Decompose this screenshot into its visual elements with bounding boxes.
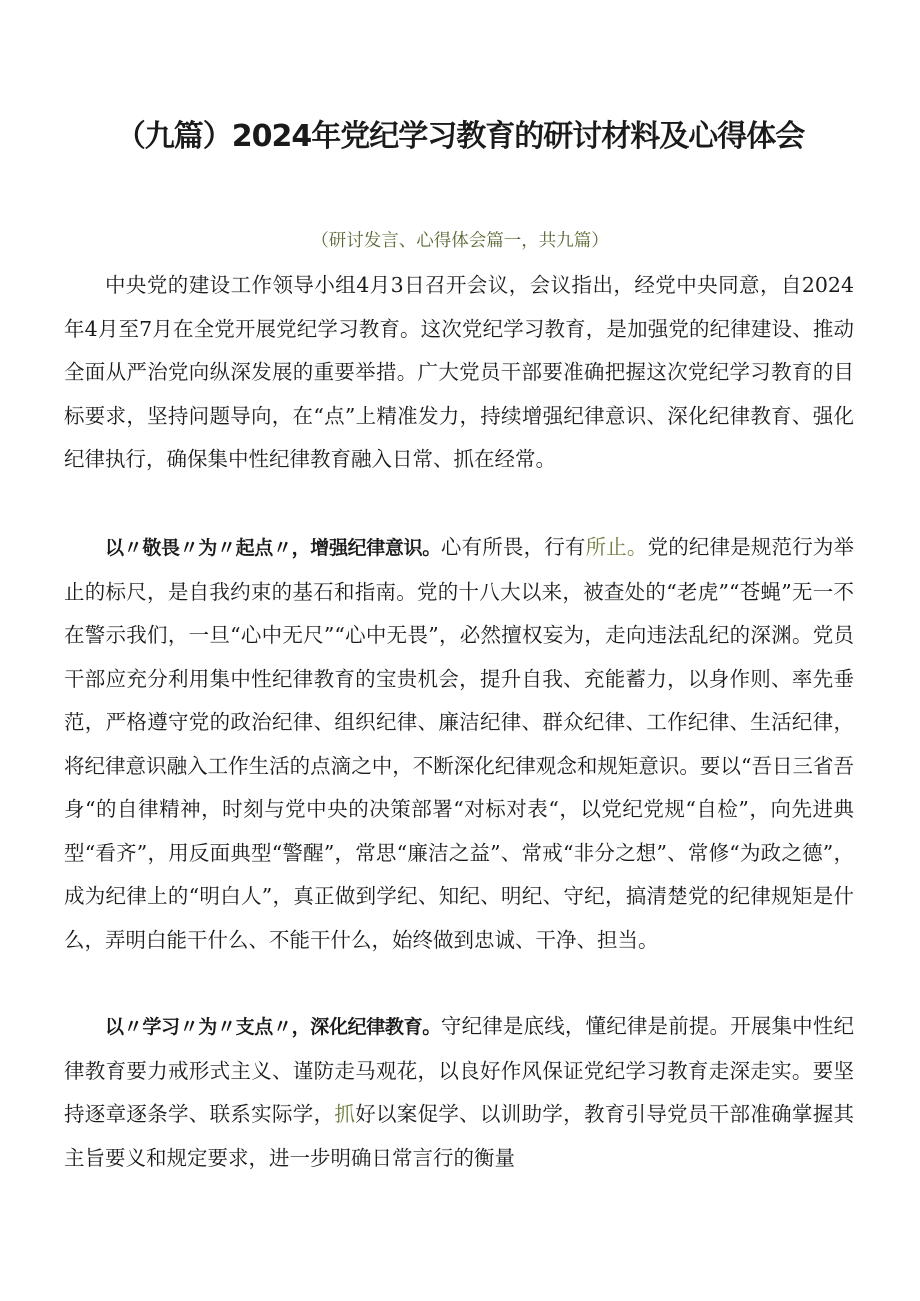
document-title: （九篇）2024年党纪学习教育的研讨材料及心得体会 bbox=[115, 119, 805, 154]
paragraph-intro: 中央党的建设工作领导小组4月3日召开会议，会议指出，经党中央同意，自2024年4月至7月在全党开展党纪学习教育。这次党纪学习教育，是加强党的纪律建设、推动全面从严治党向纵深发展的重要举措。广大党员干部要准确把握这次党纪学习教育的目标要求，坚持问题导向，在“点”上精准发力，持续增强纪律意识、深化纪律教育、强化纪律执行，确保集中性纪律教育融入日常、抓在经常。 bbox=[64, 273, 854, 471]
document-subtitle: （研讨发言、心得体会篇一，共九篇） bbox=[311, 231, 609, 251]
paragraph-awe-text-b: 所止。 bbox=[585, 535, 648, 559]
paragraph-awe bbox=[64, 526, 854, 962]
paragraph-study-heading: 以〃学习〃为〃支点〃，深化纪律教育。 bbox=[105, 1016, 441, 1038]
paragraph-study-text-b: 抓 bbox=[334, 1102, 356, 1126]
paragraph-study-text-a: 守纪律是底线，懂纪律是前提。开展集中性纪律教育要力戒形式主义、谨防走马观花，以良好作风保证党纪学习教育走深走实。要坚持逐章逐条学、联系实际学， bbox=[64, 1014, 854, 1126]
paragraph-awe-heading: 以〃敬畏〃为〃起点〃，增强纪律意识。 bbox=[105, 537, 441, 559]
paragraph-awe-text-c: 党的纪律是规范行为举止的标尺，是自我约束的基石和指南。党的十八大以来，被查处的“老虎”“苍蝇”无一不在警示我们，一旦“心中无尺”“心中无畏”，必然擅权妄为，走向违法乱纪的深渊。党员干部应充分利用集中性纪律教育的宝贵机会，提升自我、充能蓄力，以身作则、率先垂范，严格遵守党的政治纪律、组织纪律、廉洁纪律、群众纪律、工作纪律、生活纪律，将纪律意识融入工作生活的点滴之中，不断深化纪律观念和规矩意识。要以“吾日三省吾身“的自律精神，时刻与党中央的决策部署“对标对表“，以党纪党规“自检”，向先进典型“看齐”，用反面典型“警醒”，常思“廉洁之益”、常戒“非分之想”、常修“为政之德”，成为纪律上的“明白人”，真正做到学纪、知纪、明纪、守纪，搞清楚党的纪律规矩是什么，弄明白能干什么、不能干什么，始终做到忠诚、干净、担当。 bbox=[64, 535, 855, 952]
paragraph-study-text-c: 好以案促学、以训助学，教育引导党员干部准确掌握其主旨要义和规定要求，进一步明确日常言行的衡量 bbox=[64, 1102, 855, 1170]
paragraph-awe-text-a: 心有所畏，行有 bbox=[440, 535, 586, 559]
paragraph-study bbox=[64, 1005, 854, 1180]
